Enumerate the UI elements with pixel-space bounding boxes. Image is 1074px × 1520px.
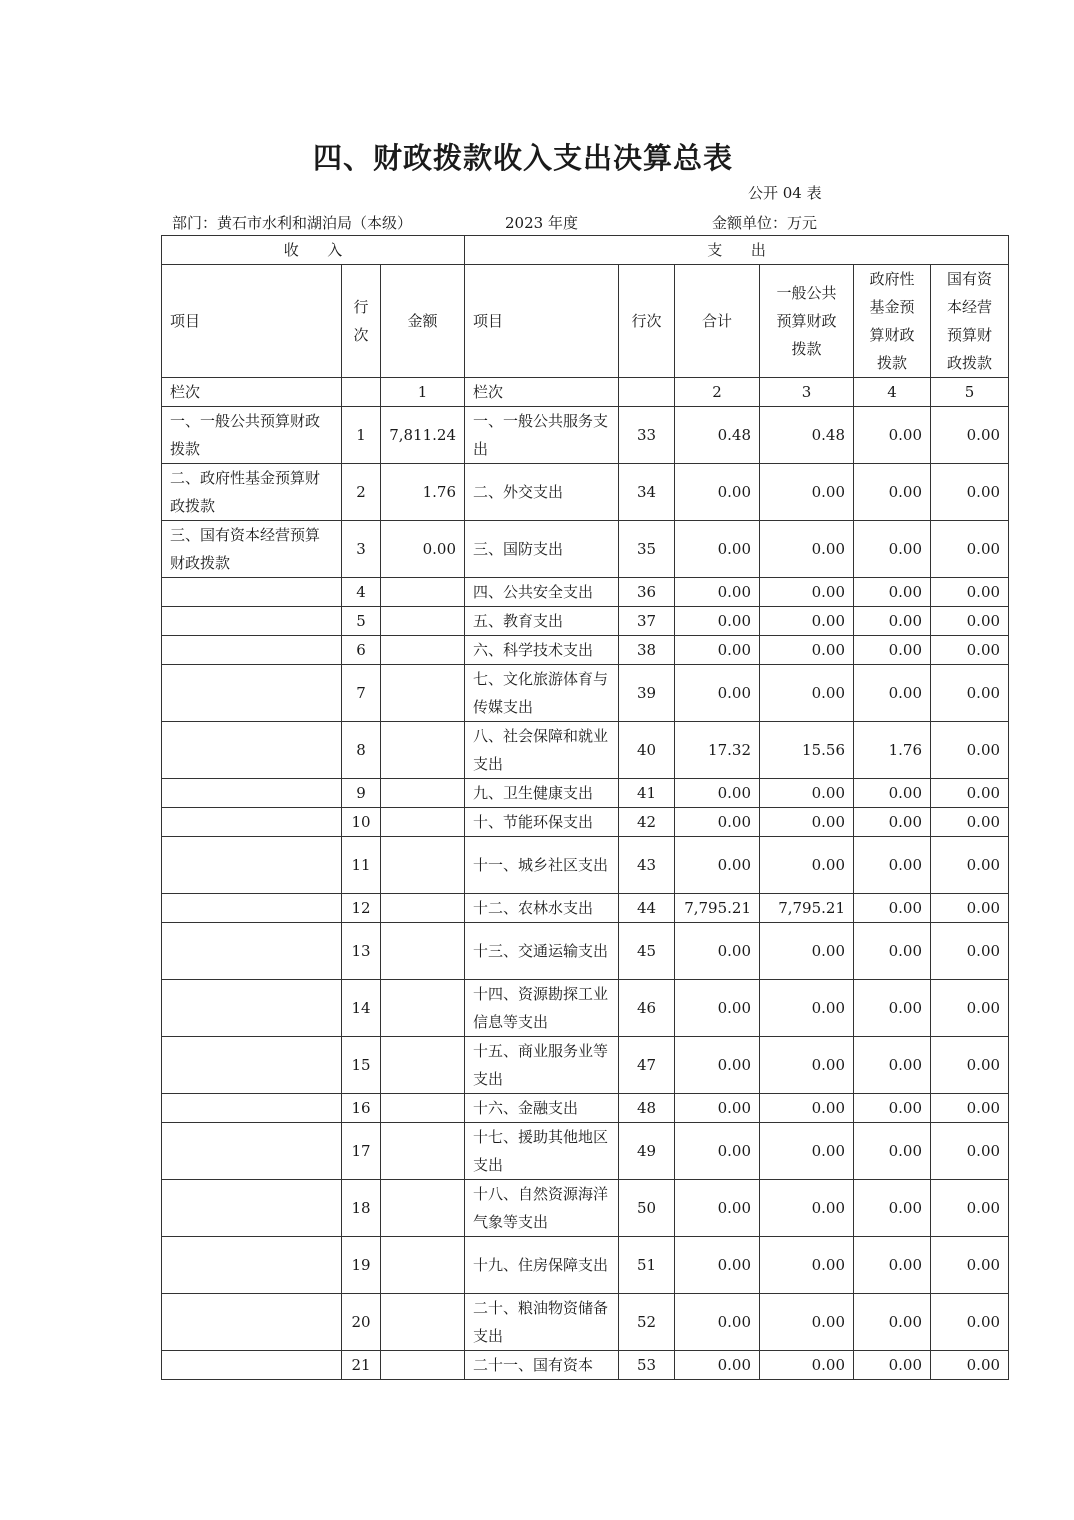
col-row-right-label: 栏次 bbox=[465, 378, 619, 407]
expense-total: 0.00 bbox=[675, 1180, 760, 1237]
expense-total: 0.00 bbox=[675, 636, 760, 665]
table-row bbox=[162, 779, 1009, 808]
expense-row-no: 48 bbox=[619, 1094, 675, 1123]
income-row-no: 6 bbox=[342, 636, 381, 665]
expense-gov-fund: 0.00 bbox=[854, 808, 931, 837]
expense-gov-fund: 0.00 bbox=[854, 1180, 931, 1237]
expense-row-no: 44 bbox=[619, 894, 675, 923]
income-item bbox=[162, 665, 342, 722]
expense-general-budget: 0.00 bbox=[760, 1351, 854, 1380]
expense-item: 十二、农林水支出 bbox=[465, 894, 619, 923]
expense-general-budget: 0.00 bbox=[760, 578, 854, 607]
expense-state-capital: 0.00 bbox=[931, 1294, 1009, 1351]
expense-total: 0.00 bbox=[675, 607, 760, 636]
expense-gov-fund: 0.00 bbox=[854, 1294, 931, 1351]
income-row-no: 19 bbox=[342, 1237, 381, 1294]
expense-state-capital: 0.00 bbox=[931, 521, 1009, 578]
department-label: 部门：黄石市水利和湖泊局（本级） bbox=[172, 214, 413, 232]
table-row bbox=[162, 665, 1009, 722]
expense-project-header: 项目 bbox=[465, 265, 619, 378]
expense-gov-fund: 0.00 bbox=[854, 779, 931, 808]
expense-item: 六、科学技术支出 bbox=[465, 636, 619, 665]
expense-row-no: 37 bbox=[619, 607, 675, 636]
expense-general-budget: 0.00 bbox=[760, 521, 854, 578]
income-item bbox=[162, 607, 342, 636]
expense-state-capital: 0.00 bbox=[931, 837, 1009, 894]
income-row-no: 17 bbox=[342, 1123, 381, 1180]
expense-item: 七、文化旅游体育与传媒支出 bbox=[465, 665, 619, 722]
general-budget-header: 一般公共 预算财政 拨款 bbox=[760, 265, 854, 378]
table-row bbox=[162, 521, 1009, 578]
expense-item: 十、节能环保支出 bbox=[465, 808, 619, 837]
total-header: 合计 bbox=[675, 265, 760, 378]
expense-row-no: 36 bbox=[619, 578, 675, 607]
income-item bbox=[162, 923, 342, 980]
income-amount bbox=[381, 894, 465, 923]
page-title: 四、财政拨款收入支出决算总表 bbox=[312, 141, 733, 175]
table-row bbox=[162, 1180, 1009, 1237]
expense-total: 17.32 bbox=[675, 722, 760, 779]
expense-item: 十一、城乡社区支出 bbox=[465, 837, 619, 894]
expense-state-capital: 0.00 bbox=[931, 1037, 1009, 1094]
expense-general-budget: 0.00 bbox=[760, 1294, 854, 1351]
expense-total: 0.00 bbox=[675, 808, 760, 837]
fiscal-year: 2023 年度 bbox=[505, 214, 578, 232]
income-amount bbox=[381, 1180, 465, 1237]
expense-gov-fund: 0.00 bbox=[854, 1123, 931, 1180]
expense-general-budget: 0.00 bbox=[760, 1037, 854, 1094]
table-row bbox=[162, 894, 1009, 923]
expense-general-budget: 0.00 bbox=[760, 1094, 854, 1123]
income-item bbox=[162, 1037, 342, 1094]
expense-item: 十九、住房保障支出 bbox=[465, 1237, 619, 1294]
expense-total: 0.00 bbox=[675, 464, 760, 521]
income-amount bbox=[381, 722, 465, 779]
expense-item: 二十、粮油物资储备支出 bbox=[465, 1294, 619, 1351]
income-row-no: 5 bbox=[342, 607, 381, 636]
expense-state-capital: 0.00 bbox=[931, 779, 1009, 808]
expense-total: 0.00 bbox=[675, 1094, 760, 1123]
expense-total: 0.00 bbox=[675, 521, 760, 578]
table-row bbox=[162, 923, 1009, 980]
income-header: 收 入 bbox=[162, 236, 465, 265]
income-item bbox=[162, 1094, 342, 1123]
table-row bbox=[162, 1123, 1009, 1180]
expense-general-budget: 0.00 bbox=[760, 980, 854, 1037]
expense-state-capital: 0.00 bbox=[931, 980, 1009, 1037]
income-item bbox=[162, 1237, 342, 1294]
expense-item: 十七、援助其他地区支出 bbox=[465, 1123, 619, 1180]
income-item bbox=[162, 808, 342, 837]
expense-total: 7,795.21 bbox=[675, 894, 760, 923]
expense-gov-fund: 0.00 bbox=[854, 407, 931, 464]
income-amount bbox=[381, 1294, 465, 1351]
income-row-no: 21 bbox=[342, 1351, 381, 1380]
expense-general-budget: 0.00 bbox=[760, 636, 854, 665]
col-row-blank bbox=[342, 378, 381, 407]
expense-gov-fund: 0.00 bbox=[854, 464, 931, 521]
income-row-no: 7 bbox=[342, 665, 381, 722]
table-row bbox=[162, 722, 1009, 779]
expense-general-budget: 15.56 bbox=[760, 722, 854, 779]
income-row-no: 1 bbox=[342, 407, 381, 464]
expense-gov-fund: 0.00 bbox=[854, 1237, 931, 1294]
col-row-num-3: 3 bbox=[760, 378, 854, 407]
expense-total: 0.48 bbox=[675, 407, 760, 464]
income-item bbox=[162, 1180, 342, 1237]
table-row bbox=[162, 407, 1009, 464]
income-amount bbox=[381, 779, 465, 808]
expense-row-no-header: 行次 bbox=[619, 265, 675, 378]
income-row-no: 15 bbox=[342, 1037, 381, 1094]
amount-header: 金额 bbox=[381, 265, 465, 378]
expense-row-no: 40 bbox=[619, 722, 675, 779]
expense-state-capital: 0.00 bbox=[931, 1237, 1009, 1294]
expense-general-budget: 0.00 bbox=[760, 1180, 854, 1237]
expense-general-budget: 0.00 bbox=[760, 779, 854, 808]
expense-item: 四、公共安全支出 bbox=[465, 578, 619, 607]
expense-gov-fund: 0.00 bbox=[854, 837, 931, 894]
expense-general-budget: 0.00 bbox=[760, 837, 854, 894]
expense-row-no: 52 bbox=[619, 1294, 675, 1351]
income-row-no: 20 bbox=[342, 1294, 381, 1351]
col-row-left-num: 1 bbox=[381, 378, 465, 407]
expense-total: 0.00 bbox=[675, 980, 760, 1037]
expense-gov-fund: 0.00 bbox=[854, 521, 931, 578]
expense-general-budget: 0.00 bbox=[760, 923, 854, 980]
income-item bbox=[162, 722, 342, 779]
income-amount bbox=[381, 1237, 465, 1294]
income-amount bbox=[381, 808, 465, 837]
income-amount bbox=[381, 1351, 465, 1380]
expense-total: 0.00 bbox=[675, 1037, 760, 1094]
table-row bbox=[162, 837, 1009, 894]
expense-row-no: 33 bbox=[619, 407, 675, 464]
expense-row-no: 35 bbox=[619, 521, 675, 578]
expense-total: 0.00 bbox=[675, 1123, 760, 1180]
expense-row-no: 41 bbox=[619, 779, 675, 808]
income-item: 一、一般公共预算财政拨款 bbox=[162, 407, 342, 464]
expense-general-budget: 7,795.21 bbox=[760, 894, 854, 923]
income-item bbox=[162, 837, 342, 894]
expense-item: 十六、金融支出 bbox=[465, 1094, 619, 1123]
income-row-no: 16 bbox=[342, 1094, 381, 1123]
expense-total: 0.00 bbox=[675, 1237, 760, 1294]
income-amount bbox=[381, 1123, 465, 1180]
expense-row-no: 46 bbox=[619, 980, 675, 1037]
state-capital-header: 国有资 本经营 预算财 政拨款 bbox=[931, 265, 1009, 378]
income-row-no: 14 bbox=[342, 980, 381, 1037]
expense-general-budget: 0.48 bbox=[760, 407, 854, 464]
income-row-no: 13 bbox=[342, 923, 381, 980]
income-item bbox=[162, 980, 342, 1037]
income-amount: 1.76 bbox=[381, 464, 465, 521]
expense-header: 支 出 bbox=[465, 236, 1009, 265]
table-row bbox=[162, 607, 1009, 636]
expense-item: 十三、交通运输支出 bbox=[465, 923, 619, 980]
income-amount bbox=[381, 1037, 465, 1094]
income-item bbox=[162, 636, 342, 665]
income-item bbox=[162, 779, 342, 808]
expense-state-capital: 0.00 bbox=[931, 665, 1009, 722]
income-item bbox=[162, 1123, 342, 1180]
expense-gov-fund: 0.00 bbox=[854, 980, 931, 1037]
expense-gov-fund: 0.00 bbox=[854, 923, 931, 980]
expense-state-capital: 0.00 bbox=[931, 722, 1009, 779]
expense-general-budget: 0.00 bbox=[760, 665, 854, 722]
expense-row-no: 43 bbox=[619, 837, 675, 894]
expense-state-capital: 0.00 bbox=[931, 1094, 1009, 1123]
expense-item: 八、社会保障和就业支出 bbox=[465, 722, 619, 779]
income-item bbox=[162, 894, 342, 923]
expense-general-budget: 0.00 bbox=[760, 607, 854, 636]
income-item: 二、政府性基金预算财政拨款 bbox=[162, 464, 342, 521]
expense-total: 0.00 bbox=[675, 665, 760, 722]
table-row bbox=[162, 808, 1009, 837]
expense-item: 一、一般公共服务支出 bbox=[465, 407, 619, 464]
expense-gov-fund: 0.00 bbox=[854, 607, 931, 636]
expense-row-no: 34 bbox=[619, 464, 675, 521]
income-amount bbox=[381, 607, 465, 636]
expense-row-no: 50 bbox=[619, 1180, 675, 1237]
income-item: 三、国有资本经营预算财政拨款 bbox=[162, 521, 342, 578]
col-row-num-4: 4 bbox=[854, 378, 931, 407]
table-row bbox=[162, 464, 1009, 521]
income-row-no: 18 bbox=[342, 1180, 381, 1237]
expense-row-no: 49 bbox=[619, 1123, 675, 1180]
expense-row-no: 39 bbox=[619, 665, 675, 722]
expense-state-capital: 0.00 bbox=[931, 578, 1009, 607]
expense-item: 二十一、国有资本 bbox=[465, 1351, 619, 1380]
gov-fund-header: 政府性 基金预 算财政 拨款 bbox=[854, 265, 931, 378]
expense-general-budget: 0.00 bbox=[760, 808, 854, 837]
expense-state-capital: 0.00 bbox=[931, 923, 1009, 980]
expense-gov-fund: 0.00 bbox=[854, 636, 931, 665]
expense-item: 十四、资源勘探工业信息等支出 bbox=[465, 980, 619, 1037]
expense-item: 十八、自然资源海洋气象等支出 bbox=[465, 1180, 619, 1237]
table-row bbox=[162, 636, 1009, 665]
expense-row-no: 53 bbox=[619, 1351, 675, 1380]
income-amount bbox=[381, 837, 465, 894]
expense-row-no: 51 bbox=[619, 1237, 675, 1294]
expense-general-budget: 0.00 bbox=[760, 1123, 854, 1180]
expense-item: 二、外交支出 bbox=[465, 464, 619, 521]
expense-row-no: 47 bbox=[619, 1037, 675, 1094]
expense-state-capital: 0.00 bbox=[931, 1180, 1009, 1237]
amount-unit: 金额单位：万元 bbox=[712, 214, 818, 232]
expense-state-capital: 0.00 bbox=[931, 607, 1009, 636]
expense-gov-fund: 0.00 bbox=[854, 1351, 931, 1380]
col-row-num-5: 5 bbox=[931, 378, 1009, 407]
table-row bbox=[162, 578, 1009, 607]
expense-general-budget: 0.00 bbox=[760, 1237, 854, 1294]
table-row bbox=[162, 980, 1009, 1037]
table-row bbox=[162, 1351, 1009, 1380]
income-row-no: 10 bbox=[342, 808, 381, 837]
col-row-blank bbox=[619, 378, 675, 407]
income-amount: 0.00 bbox=[381, 521, 465, 578]
table-row bbox=[162, 1237, 1009, 1294]
expense-gov-fund: 0.00 bbox=[854, 578, 931, 607]
table-row bbox=[162, 1294, 1009, 1351]
table-code: 公开 04 表 bbox=[748, 184, 822, 202]
income-project-header: 项目 bbox=[162, 265, 342, 378]
expense-total: 0.00 bbox=[675, 578, 760, 607]
expense-state-capital: 0.00 bbox=[931, 464, 1009, 521]
expense-state-capital: 0.00 bbox=[931, 1123, 1009, 1180]
expense-total: 0.00 bbox=[675, 779, 760, 808]
income-item bbox=[162, 1294, 342, 1351]
income-amount bbox=[381, 665, 465, 722]
expense-total: 0.00 bbox=[675, 1294, 760, 1351]
col-row-left-label: 栏次 bbox=[162, 378, 342, 407]
income-row-no-header: 行 次 bbox=[342, 265, 381, 378]
income-amount bbox=[381, 980, 465, 1037]
income-row-no: 2 bbox=[342, 464, 381, 521]
income-row-no: 4 bbox=[342, 578, 381, 607]
expense-state-capital: 0.00 bbox=[931, 407, 1009, 464]
income-amount bbox=[381, 923, 465, 980]
income-row-no: 12 bbox=[342, 894, 381, 923]
expense-state-capital: 0.00 bbox=[931, 636, 1009, 665]
expense-state-capital: 0.00 bbox=[931, 808, 1009, 837]
expense-total: 0.00 bbox=[675, 837, 760, 894]
income-amount: 7,811.24 bbox=[381, 407, 465, 464]
col-row-num-2: 2 bbox=[675, 378, 760, 407]
expense-total: 0.00 bbox=[675, 1351, 760, 1380]
expense-row-no: 45 bbox=[619, 923, 675, 980]
income-row-no: 8 bbox=[342, 722, 381, 779]
expense-item: 五、教育支出 bbox=[465, 607, 619, 636]
income-row-no: 11 bbox=[342, 837, 381, 894]
expense-general-budget: 0.00 bbox=[760, 464, 854, 521]
income-amount bbox=[381, 1094, 465, 1123]
income-amount bbox=[381, 636, 465, 665]
expense-gov-fund: 0.00 bbox=[854, 894, 931, 923]
income-item bbox=[162, 578, 342, 607]
table-row bbox=[162, 1094, 1009, 1123]
income-row-no: 9 bbox=[342, 779, 381, 808]
expense-gov-fund: 1.76 bbox=[854, 722, 931, 779]
expense-total: 0.00 bbox=[675, 923, 760, 980]
income-item bbox=[162, 1351, 342, 1380]
budget-summary-table bbox=[161, 235, 1009, 1380]
expense-gov-fund: 0.00 bbox=[854, 665, 931, 722]
expense-gov-fund: 0.00 bbox=[854, 1094, 931, 1123]
expense-state-capital: 0.00 bbox=[931, 894, 1009, 923]
expense-row-no: 42 bbox=[619, 808, 675, 837]
table-row bbox=[162, 1037, 1009, 1094]
expense-state-capital: 0.00 bbox=[931, 1351, 1009, 1380]
income-row-no: 3 bbox=[342, 521, 381, 578]
expense-item: 九、卫生健康支出 bbox=[465, 779, 619, 808]
expense-gov-fund: 0.00 bbox=[854, 1037, 931, 1094]
expense-item: 十五、商业服务业等支出 bbox=[465, 1037, 619, 1094]
expense-item: 三、国防支出 bbox=[465, 521, 619, 578]
expense-row-no: 38 bbox=[619, 636, 675, 665]
income-amount bbox=[381, 578, 465, 607]
